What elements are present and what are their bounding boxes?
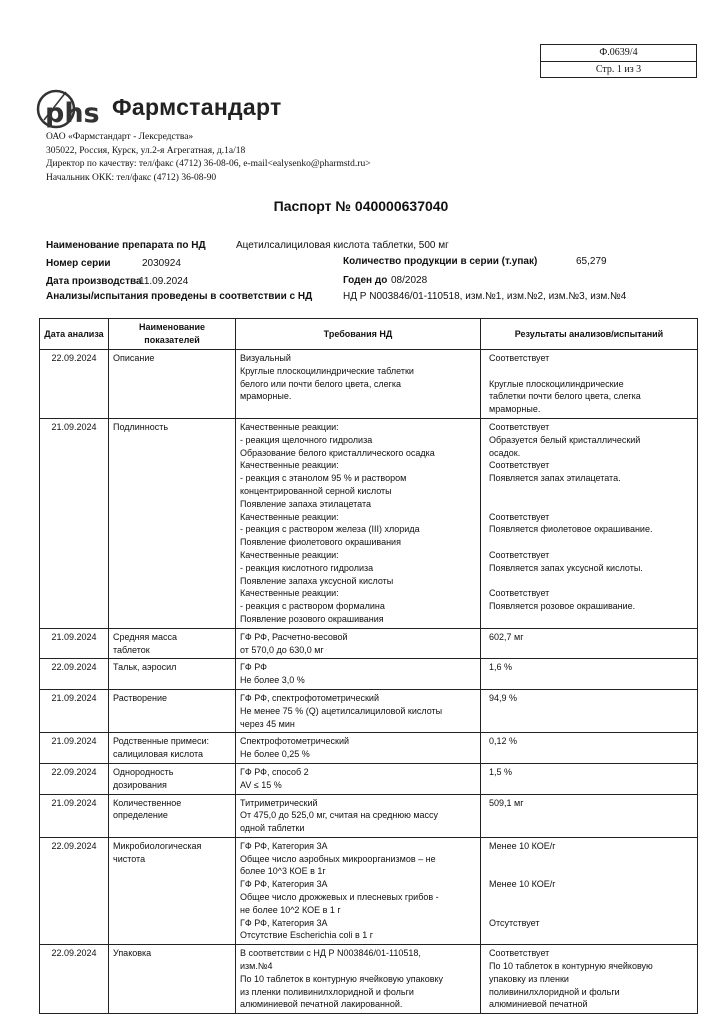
cell-date: 21.09.2024 bbox=[40, 418, 109, 628]
result-line: Круглые плоскоцилиндрические bbox=[489, 378, 624, 389]
table-header-row bbox=[40, 319, 698, 350]
cell-indicator bbox=[109, 763, 236, 794]
form-code-box bbox=[540, 44, 697, 78]
phs-logo-mark bbox=[36, 86, 106, 132]
cell-date: 21.09.2024 bbox=[40, 628, 109, 659]
analysis-table bbox=[39, 318, 698, 1014]
cell-result bbox=[481, 628, 698, 659]
passport-title: Паспорт № 040000637040 bbox=[273, 198, 449, 214]
table-row bbox=[40, 659, 698, 690]
indicator-line: Тальк, аэросил bbox=[113, 662, 177, 673]
header-requirements: Требования НД bbox=[236, 319, 481, 350]
requirement-line: Визуальный bbox=[240, 353, 291, 363]
requirement-line: ГФ РФ, Расчетно-весовой bbox=[240, 631, 348, 642]
requirement-line: ГФ РФ, способ 2 bbox=[240, 766, 309, 777]
requirement-line: Качественные реакции: bbox=[240, 588, 339, 599]
cell-date: 22.09.2024 bbox=[40, 945, 109, 1014]
requirement-line: Круглые плоскоцилиндрические таблетки bbox=[240, 365, 414, 376]
qc-head-contact: Начальник ОКК: тел/факс (4712) 36-08-90 bbox=[46, 172, 217, 183]
requirement-line: ГФ РФ bbox=[240, 662, 267, 673]
requirement-line: белого или почти белого цвета, слегка bbox=[240, 378, 401, 389]
requirement-line: мраморные. bbox=[240, 391, 292, 402]
quantity-value: 65,279 bbox=[576, 256, 607, 267]
cell-requirement bbox=[236, 659, 481, 690]
cell-result bbox=[481, 689, 698, 732]
cell-indicator bbox=[109, 945, 236, 1014]
requirement-line: В соответствии с НД Р N003846/01-110518, bbox=[240, 948, 421, 959]
table-row bbox=[40, 945, 698, 1014]
requirement-line: Общее число дрожжевых и плесневых грибов - bbox=[240, 892, 439, 903]
cell-requirement bbox=[236, 418, 481, 628]
quality-director-contact: Директор по качеству: тел/факс (4712) 36-08-06, e-mail<ealysenko@pharmstd.ru> bbox=[46, 159, 371, 169]
result-line: 0,12 % bbox=[489, 736, 518, 747]
expiry-value: 08/2028 bbox=[391, 275, 428, 286]
result-line bbox=[489, 853, 693, 866]
quantity-label: Количество продукции в серии (т.упак) bbox=[343, 256, 538, 267]
indicator-line: Описание bbox=[113, 353, 155, 363]
cell-result bbox=[481, 733, 698, 764]
result-line: 94,9 % bbox=[489, 692, 518, 703]
cell-result bbox=[481, 350, 698, 419]
result-line bbox=[489, 904, 693, 917]
table-row bbox=[40, 350, 698, 419]
expiry-label: Годен до bbox=[343, 275, 388, 286]
indicator-line: Упаковка bbox=[113, 948, 152, 959]
result-line: Соответствует bbox=[489, 588, 550, 599]
cell-date: 22.09.2024 bbox=[40, 659, 109, 690]
cell-requirement bbox=[236, 945, 481, 1014]
result-line bbox=[489, 891, 693, 904]
result-line bbox=[489, 536, 693, 549]
indicator-line: дозирования bbox=[113, 779, 167, 790]
result-line: Появляется фиолетовое окрашивание. bbox=[489, 524, 653, 535]
requirement-line: концентрированной серной кислоты bbox=[240, 485, 392, 496]
result-line: По 10 таблеток в контурную ячейковую bbox=[489, 961, 653, 972]
cell-result bbox=[481, 837, 698, 944]
cell-result bbox=[481, 945, 698, 1014]
indicator-line: Подлинность bbox=[113, 421, 169, 432]
requirement-line: ГФ РФ, Категория 3А bbox=[240, 840, 328, 851]
cell-indicator bbox=[109, 628, 236, 659]
tests-basis-value: НД Р N003846/01-110518, изм.№1, изм.№2, изм.№3, изм.№4 bbox=[343, 291, 627, 302]
result-line: Соответствует bbox=[489, 549, 550, 560]
requirement-line: Образование белого кристаллического осадка bbox=[240, 447, 435, 458]
result-line: поливинилхлоридной и фольги bbox=[489, 986, 620, 997]
production-date-label: Дата производства bbox=[46, 276, 142, 287]
result-line: Появляется запах этилацетата. bbox=[489, 473, 621, 484]
cell-indicator bbox=[109, 837, 236, 944]
requirement-line: От 475,0 до 525,0 мг, считая на среднюю массу bbox=[240, 810, 439, 821]
page-counter: Стр. 1 из 3 bbox=[595, 64, 642, 75]
requirement-line: - реакция кислотного гидролиза bbox=[240, 562, 374, 573]
result-line: Отсутствует bbox=[489, 917, 540, 928]
requirement-line: ГФ РФ, спектрофотометрический bbox=[240, 692, 379, 703]
requirement-line: Не менее 75 % (Q) ацетилсалициловой кислоты bbox=[240, 705, 443, 716]
cell-date: 21.09.2024 bbox=[40, 794, 109, 837]
cell-indicator bbox=[109, 794, 236, 837]
cell-indicator bbox=[109, 733, 236, 764]
requirement-line: из пленки поливинилхлоридной и фольги bbox=[240, 986, 414, 997]
requirement-line: - реакция с раствором формалина bbox=[240, 601, 385, 612]
series-value: 2030924 bbox=[142, 258, 181, 269]
production-date-value: 11.09.2024 bbox=[139, 276, 189, 287]
requirement-line: Не более 0,25 % bbox=[240, 749, 310, 760]
requirement-line: Качественные реакции: bbox=[240, 511, 339, 522]
requirement-line: от 570,0 до 630,0 мг bbox=[240, 644, 324, 655]
result-line: 1,5 % bbox=[489, 766, 513, 777]
cell-requirement bbox=[236, 689, 481, 732]
requirement-line: алюминиевой печатной лакированной. bbox=[240, 999, 403, 1010]
result-line bbox=[489, 365, 693, 378]
header-date: Дата анализа bbox=[40, 319, 109, 350]
cell-indicator bbox=[109, 418, 236, 628]
result-line: алюминиевой печатной bbox=[489, 999, 588, 1010]
result-line: таблетки почти белого цвета, слегка bbox=[489, 391, 641, 402]
result-line: Появляется запах уксусной кислоты. bbox=[489, 562, 643, 573]
requirement-line: Качественные реакции: bbox=[240, 460, 339, 471]
company-name: ОАО «Фармстандарт - Лексредства» bbox=[46, 132, 194, 142]
cell-requirement bbox=[236, 763, 481, 794]
requirement-line: - реакция с раствором железа (III) хлорида bbox=[240, 524, 420, 535]
result-line: Образуется белый кристаллический bbox=[489, 434, 641, 445]
requirement-line: Появление розового окрашивания bbox=[240, 613, 384, 624]
indicator-line: Микробиологическая bbox=[113, 840, 202, 851]
cell-requirement bbox=[236, 733, 481, 764]
cell-requirement bbox=[236, 837, 481, 944]
result-line bbox=[489, 865, 693, 878]
result-line: упаковку из пленки bbox=[489, 973, 569, 984]
form-code: Ф.0639/4 bbox=[541, 45, 696, 62]
requirement-line: Появление фиолетового окрашивания bbox=[240, 537, 401, 548]
svg-text:phs: phs bbox=[45, 98, 100, 129]
cell-result bbox=[481, 418, 698, 628]
series-label: Номер серии bbox=[46, 258, 111, 269]
cell-indicator bbox=[109, 350, 236, 419]
result-line: Соответствует bbox=[489, 421, 550, 432]
cell-requirement bbox=[236, 794, 481, 837]
result-line: Появляется розовое окрашивание. bbox=[489, 601, 636, 612]
requirement-line: ГФ РФ, Категория 3А bbox=[240, 917, 328, 928]
requirement-line: через 45 мин bbox=[240, 718, 295, 729]
table-row bbox=[40, 418, 698, 628]
requirement-line: По 10 таблеток в контурную ячейковую упаковку bbox=[240, 973, 444, 984]
cell-result bbox=[481, 763, 698, 794]
requirement-line: - реакция с этанолом 95 % и раствором bbox=[240, 473, 407, 484]
cell-date: 22.09.2024 bbox=[40, 763, 109, 794]
result-line: Соответствует bbox=[489, 948, 550, 959]
header-results: Результаты анализов/испытаний bbox=[481, 319, 698, 350]
result-line: осадок. bbox=[489, 447, 521, 458]
result-line bbox=[489, 498, 693, 511]
cell-date: 21.09.2024 bbox=[40, 689, 109, 732]
indicator-line: Однородность bbox=[113, 766, 174, 777]
cell-date: 21.09.2024 bbox=[40, 733, 109, 764]
company-address: 305022, Россия, Курск, ул.2-я Агрегатная, д.1а/18 bbox=[46, 145, 246, 156]
table-row bbox=[40, 763, 698, 794]
cell-indicator bbox=[109, 659, 236, 690]
indicator-line: таблеток bbox=[113, 644, 150, 655]
requirement-line: Титриметрический bbox=[240, 797, 318, 808]
requirement-line: - реакция щелочного гидролиза bbox=[240, 434, 373, 445]
table-body bbox=[40, 350, 698, 1014]
result-line: Менее 10 КОЕ/г bbox=[489, 840, 556, 851]
requirement-line: изм.№4 bbox=[240, 961, 273, 972]
requirement-line: Качественные реакции: bbox=[240, 549, 339, 560]
requirement-line: более 10^3 КОЕ в 1г bbox=[240, 866, 326, 877]
result-line: Соответствует bbox=[489, 460, 550, 471]
result-line: Соответствует bbox=[489, 511, 550, 522]
requirement-line: Отсутствие Escherichia coli в 1 г bbox=[240, 930, 374, 941]
result-line: 1,6 % bbox=[489, 662, 513, 673]
result-line: мраморные. bbox=[489, 404, 541, 415]
table-row bbox=[40, 794, 698, 837]
cell-result bbox=[481, 794, 698, 837]
table-row bbox=[40, 837, 698, 944]
drug-name-value: Ацетилсалициловая кислота таблетки, 500 мг bbox=[236, 240, 449, 251]
indicator-line: чистота bbox=[113, 853, 146, 864]
result-line bbox=[489, 575, 693, 588]
requirement-line: AV ≤ 15 % bbox=[240, 779, 282, 790]
requirement-line: Спектрофотометрический bbox=[240, 736, 350, 747]
drug-name-label: Наименование препарата по НД bbox=[46, 240, 206, 251]
cell-indicator bbox=[109, 689, 236, 732]
brand-name: Фармстандарт bbox=[112, 94, 282, 120]
tests-basis-label: Анализы/испытания проведены в соответствии с НД bbox=[46, 291, 313, 302]
table-row bbox=[40, 628, 698, 659]
result-line: 602,7 мг bbox=[489, 631, 524, 642]
indicator-line: Средняя масса bbox=[113, 631, 177, 642]
requirement-line: одной таблетки bbox=[240, 823, 305, 834]
indicator-line: Количественное bbox=[113, 797, 182, 808]
indicator-line: салициловая кислота bbox=[113, 749, 204, 760]
requirement-line: Качественные реакции: bbox=[240, 421, 339, 432]
requirement-line: Появление запаха уксусной кислоты bbox=[240, 575, 394, 586]
header-indicator: Наименование показателей bbox=[109, 319, 236, 350]
requirement-line: Появление запаха этилацетата bbox=[240, 498, 372, 509]
table-row bbox=[40, 733, 698, 764]
indicator-line: Родственные примеси: bbox=[113, 736, 210, 747]
indicator-line: определение bbox=[113, 810, 168, 821]
cell-requirement bbox=[236, 628, 481, 659]
cell-result bbox=[481, 659, 698, 690]
indicator-line: Растворение bbox=[113, 692, 168, 703]
cell-date: 22.09.2024 bbox=[40, 837, 109, 944]
result-line: Менее 10 КОЕ/г bbox=[489, 879, 556, 890]
requirement-line: не более 10^2 КОЕ в 1 г bbox=[240, 904, 341, 915]
company-info bbox=[46, 131, 371, 185]
cell-requirement bbox=[236, 350, 481, 419]
cell-date: 22.09.2024 bbox=[40, 350, 109, 419]
requirement-line: Не более 3,0 % bbox=[240, 675, 305, 686]
table-row bbox=[40, 689, 698, 732]
requirement-line: ГФ РФ, Категория 3А bbox=[240, 879, 328, 890]
result-line: Соответствует bbox=[489, 353, 550, 363]
result-line bbox=[489, 485, 693, 498]
result-line: 509,1 мг bbox=[489, 797, 524, 808]
requirement-line: Общее число аэробных микроорганизмов – не bbox=[240, 853, 436, 864]
